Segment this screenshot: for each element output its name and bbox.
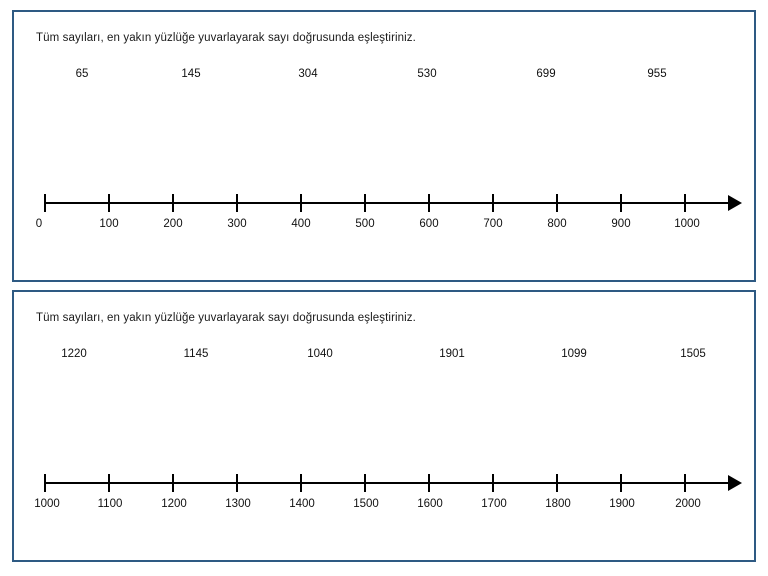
axis-tick [428,194,430,212]
number-item: 1220 [61,348,87,360]
axis-tick [620,474,622,492]
axis-tick-label: 1500 [353,498,379,510]
exercise-panel-1 [12,10,756,282]
axis-tick-label: 1200 [161,498,187,510]
number-item: 1040 [307,348,333,360]
axis-tick-label: 800 [547,218,567,230]
axis-tick-label: 500 [355,218,375,230]
axis-tick [684,194,686,212]
axis-tick-label: 700 [483,218,503,230]
axis-tick [620,194,622,212]
axis-tick [684,474,686,492]
axis-tick [492,474,494,492]
axis-tick [428,474,430,492]
axis-tick-label: 300 [227,218,247,230]
axis-tick [108,474,110,492]
axis-tick-label: 2000 [675,498,701,510]
instruction-text-1: Tüm sayıları, en yakın yüzlüğe yuvarlayarak sayı doğrusunda eşleştiriniz. [36,32,416,44]
number-list-2 [14,348,754,368]
axis-tick-label: 1800 [545,498,571,510]
axis-tick [300,194,302,212]
number-line-axis [44,202,732,204]
axis-tick-label: 1100 [97,498,123,510]
axis-tick-label: 1900 [609,498,635,510]
exercise-panel-2 [12,290,756,562]
axis-tick-label: 600 [419,218,439,230]
number-item: 1901 [439,348,465,360]
number-item: 145 [181,68,201,80]
axis-tick-label: 1300 [225,498,251,510]
axis-tick-label: 200 [163,218,183,230]
axis-tick [172,474,174,492]
number-item: 955 [647,68,667,80]
axis-tick-label: 1000 [674,218,700,230]
axis-tick [364,194,366,212]
number-item: 1145 [183,348,209,360]
number-item: 304 [298,68,318,80]
axis-tick [44,194,46,212]
axis-tick-label: 900 [611,218,631,230]
axis-tick-label: 1000 [34,498,60,510]
axis-tick [236,474,238,492]
axis-tick [556,474,558,492]
number-item: 65 [75,68,89,80]
axis-tick-label: 1400 [289,498,315,510]
axis-tick [44,474,46,492]
number-item: 1505 [680,348,706,360]
axis-tick [364,474,366,492]
number-line-axis [44,482,732,484]
axis-tick [492,194,494,212]
number-item: 699 [536,68,556,80]
axis-tick [556,194,558,212]
number-item: 1099 [561,348,587,360]
arrow-right-icon [728,475,742,491]
axis-tick-label: 1600 [417,498,443,510]
number-item: 530 [417,68,437,80]
axis-tick-label: 400 [291,218,311,230]
axis-tick [300,474,302,492]
instruction-text-2: Tüm sayıları, en yakın yüzlüğe yuvarlayarak sayı doğrusunda eşleştiriniz. [36,312,416,324]
number-list-1 [14,68,754,88]
arrow-right-icon [728,195,742,211]
axis-tick-label: 100 [99,218,119,230]
axis-tick-label: 1700 [481,498,507,510]
axis-tick [108,194,110,212]
axis-tick [172,194,174,212]
axis-tick-label: 0 [35,218,43,230]
axis-tick [236,194,238,212]
